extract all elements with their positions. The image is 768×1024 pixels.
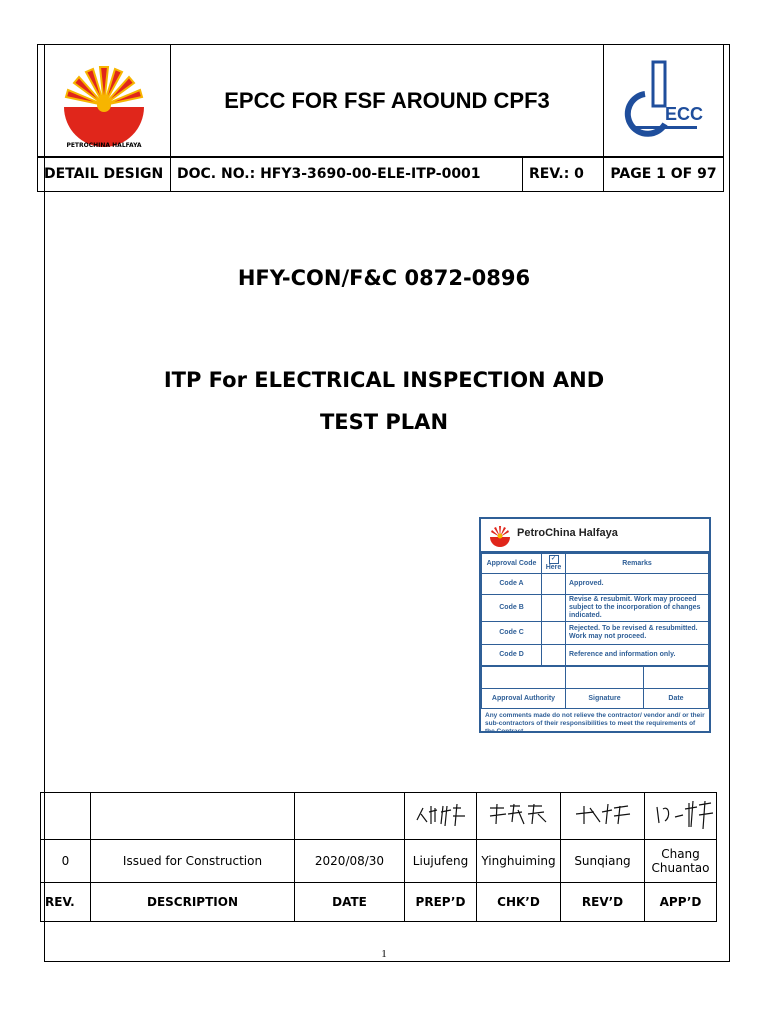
stamp-code: Code C bbox=[482, 622, 542, 645]
revision-label: REV.: 0 bbox=[523, 157, 604, 192]
chkd-label: CHK’D bbox=[477, 883, 561, 922]
stamp-col-remarks: Remarks bbox=[566, 554, 709, 574]
stamp-signature: Signature bbox=[566, 689, 644, 709]
description-label: DESCRIPTION bbox=[91, 883, 295, 922]
stamp-code: Code A bbox=[482, 574, 542, 595]
rev-label: REV. bbox=[41, 883, 91, 922]
stamp-remark: Approved. bbox=[566, 574, 709, 595]
signature-image bbox=[649, 797, 719, 833]
stamp-authority: Approval Authority bbox=[482, 689, 566, 709]
petrochina-small-icon bbox=[487, 523, 513, 547]
signature-row bbox=[41, 793, 717, 840]
prepd-value: Liujufeng bbox=[405, 840, 477, 883]
stamp-code: Code D bbox=[482, 645, 542, 666]
stamp-blank bbox=[644, 667, 709, 689]
appd-label: APP’D bbox=[645, 883, 717, 922]
prepd-signature bbox=[405, 793, 477, 840]
revd-signature bbox=[561, 793, 645, 840]
stamp-table bbox=[481, 553, 709, 666]
signature-image bbox=[411, 800, 471, 830]
stamp-here-label: Here bbox=[545, 564, 562, 571]
rev-value: 0 bbox=[41, 840, 91, 883]
signature-image bbox=[568, 800, 638, 830]
project-title: EPCC FOR FSF AROUND CPF3 bbox=[171, 45, 604, 158]
appd-value: Chang Chuantao bbox=[645, 840, 717, 883]
sig-blank bbox=[91, 793, 295, 840]
approval-stamp bbox=[479, 517, 711, 733]
revision-row bbox=[41, 840, 717, 883]
revd-label: REV’D bbox=[561, 883, 645, 922]
stamp-check-cell bbox=[542, 645, 566, 666]
phase-label: DETAIL DESIGN bbox=[38, 157, 171, 192]
ecc-text: ECC bbox=[664, 104, 703, 124]
stamp-authority-table bbox=[481, 666, 709, 709]
signature-image bbox=[484, 800, 554, 830]
stamp-code: Code B bbox=[482, 595, 542, 622]
chkd-value: Yinghuiming bbox=[477, 840, 561, 883]
page-number: 1 bbox=[381, 948, 387, 960]
checkbox-icon: ✓ bbox=[549, 555, 559, 564]
stamp-blank bbox=[566, 667, 644, 689]
chkd-signature bbox=[477, 793, 561, 840]
stamp-check-cell bbox=[542, 622, 566, 645]
stamp-col-code: Approval Code bbox=[482, 554, 542, 574]
date-label: DATE bbox=[295, 883, 405, 922]
stamp-remark: Revise & resubmit. Work may proceed subject to the incorporation of changes indicated. bbox=[566, 595, 709, 622]
logo-caption: PETROCHINA HALFAYA bbox=[66, 142, 142, 149]
doc-number: DOC. NO.: HFY3-3690-00-ELE-ITP-0001 bbox=[171, 157, 523, 192]
stamp-note: Any comments made do not relieve the contractor/ vendor and/ or their sub-contractors of their responsibilities to meet the requirements of the Contract. bbox=[485, 712, 705, 735]
prepd-label: PREP’D bbox=[405, 883, 477, 922]
revd-value: Sunqiang bbox=[561, 840, 645, 883]
document-title-line1: ITP For ELECTRICAL INSPECTION AND bbox=[163, 368, 605, 392]
date-value: 2020/08/30 bbox=[295, 840, 405, 883]
stamp-header bbox=[481, 519, 709, 553]
revision-table bbox=[40, 792, 717, 922]
description-value: Issued for Construction bbox=[91, 840, 295, 883]
contract-reference: HFY-CON/F&C 0872-0896 bbox=[237, 266, 531, 290]
document-title-line2: TEST PLAN bbox=[319, 410, 449, 434]
stamp-remark: Reference and information only. bbox=[566, 645, 709, 666]
page-count: PAGE 1 OF 97 bbox=[604, 157, 724, 192]
stamp-check-cell bbox=[542, 595, 566, 622]
stamp-date: Date bbox=[644, 689, 709, 709]
stamp-company: PetroChina Halfaya bbox=[517, 527, 618, 539]
sig-blank bbox=[295, 793, 405, 840]
sig-blank bbox=[41, 793, 91, 840]
revision-labels-row bbox=[41, 883, 717, 922]
stamp-check-cell bbox=[542, 574, 566, 595]
stamp-remark: Rejected. To be revised & resubmitted. Work may not proceed. bbox=[566, 622, 709, 645]
stamp-blank bbox=[482, 667, 566, 689]
appd-signature bbox=[645, 793, 717, 840]
stamp-col-here bbox=[542, 554, 566, 574]
